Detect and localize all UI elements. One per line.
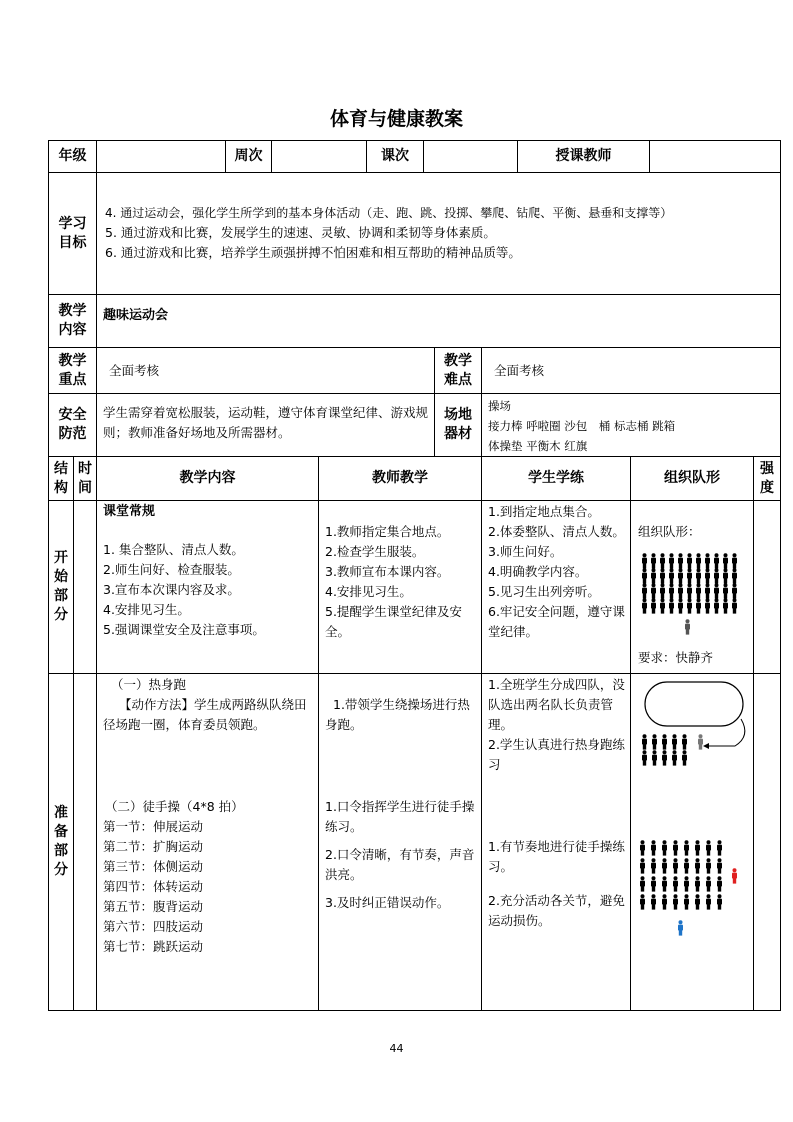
running-track: [645, 682, 743, 726]
student-figure: [732, 553, 737, 568]
objectives-label: 学习目标: [48, 172, 97, 295]
teacher-value: [649, 140, 781, 173]
formation-title: 组织队形：: [638, 524, 701, 539]
student-figure: [682, 750, 687, 765]
student-figure: [678, 568, 683, 583]
content-value: 趣味运动会: [96, 294, 781, 348]
exercise-item: 第一节：伸展运动: [103, 819, 204, 834]
student-figure: [669, 553, 674, 568]
student-figure: [669, 598, 674, 613]
student-figure: [673, 840, 678, 855]
start-formation: [630, 500, 754, 674]
student-figure: [673, 858, 678, 873]
grade-value: [96, 140, 226, 173]
start-content-item: 3.宣布本次课内容及求。: [103, 582, 240, 597]
student-figure: [723, 553, 728, 568]
student-figure: [687, 583, 692, 598]
prep-time: [73, 673, 97, 1011]
safety-label: 安全防范: [48, 393, 97, 457]
start-teacher-item: 3.教师宣布本课内容。: [325, 564, 450, 579]
student-figure: [642, 568, 647, 583]
student-figure: [642, 553, 647, 568]
student-figure: [673, 876, 678, 891]
start-teacher: [318, 500, 482, 674]
student-figure: [682, 734, 687, 749]
objective-item: 4. 通过运动会，强化学生所学到的基本身体活动（走、跑、跳、投掷、攀爬、钻爬、平衡、悬垂和支撑等）: [105, 206, 673, 220]
student-figure: [714, 568, 719, 583]
equipment-line: 接力棒 呼啦圈 沙包 桶 标志桶 跳箱: [488, 419, 676, 433]
running-direction-arrow: [709, 719, 745, 746]
exercise-item: 第三节：体侧运动: [103, 859, 204, 874]
student-figure: [678, 553, 683, 568]
teacher-figure: [732, 868, 737, 883]
start-student: [481, 500, 631, 674]
start-content-item: 1. 集合整队、清点人数。: [103, 542, 244, 557]
equipment-label: 场地器材: [434, 393, 482, 457]
student-figure: [662, 750, 667, 765]
safety-value: 学生需穿着宽松服装，运动鞋，遵守体育课堂纪律、游戏规则；教师准备好场地及所需器材。: [96, 393, 435, 457]
lesson-value: [423, 140, 518, 173]
student-figure: [723, 568, 728, 583]
student-figure: [640, 894, 645, 909]
col-time: 时间: [73, 456, 97, 501]
week-label: 周次: [225, 140, 272, 173]
start-teacher-item: 2.检查学生服装。: [325, 544, 425, 559]
student-figure: [732, 598, 737, 613]
equipment-value: [481, 393, 781, 457]
objectives-list: [96, 172, 781, 295]
student-figure: [717, 876, 722, 891]
start-intensity: [753, 500, 781, 674]
formation-requirement: 要求：快静齐: [638, 650, 714, 665]
start-student-item: 6.牢记安全问题，遵守课堂纪律。: [488, 604, 625, 639]
student-figure: [662, 734, 667, 749]
prep-student-warmup-item: 1.全班学生分成四队，没队选出两名队长负责管理。: [488, 677, 625, 732]
difficulty-label: 教学难点: [434, 347, 482, 394]
student-figure: [695, 858, 700, 873]
teacher-label: 授课教师: [517, 140, 650, 173]
student-figure: [640, 840, 645, 855]
prep-teacher-item: 3.及时纠正错误动作。: [325, 895, 450, 910]
student-figure: [678, 583, 683, 598]
student-figure: [672, 750, 677, 765]
arrow-head: [703, 743, 709, 749]
student-figure: [662, 876, 667, 891]
prep-intensity: [753, 673, 781, 1011]
student-figure: [652, 734, 657, 749]
student-figure: [706, 840, 711, 855]
prep-student-item: 1.有节奏地进行徒手操练习。: [488, 839, 625, 874]
col-intensity: 强度: [753, 456, 781, 501]
start-student-item: 1.到指定地点集合。: [488, 504, 600, 519]
warmup-title: （一）热身跑: [111, 677, 187, 692]
student-figure: [705, 568, 710, 583]
objective-item: 5. 通过游戏和比赛，发展学生的速速、灵敏、协调和柔韧等身体素质。: [105, 225, 496, 240]
student-figure: [696, 553, 701, 568]
student-figure: [678, 598, 683, 613]
student-figure: [723, 583, 728, 598]
student-figure: [695, 894, 700, 909]
student-figure: [696, 598, 701, 613]
prep-teacher-item: 2.口令清晰，有节奏，声音洪亮。: [325, 847, 475, 882]
student-figure: [660, 598, 665, 613]
col-formation: 组织队形: [630, 456, 754, 501]
lesson-label: 课次: [366, 140, 424, 173]
student-figure: [651, 840, 656, 855]
col-teacher: 教师教学: [318, 456, 482, 501]
student-figure: [660, 583, 665, 598]
student-figure: [642, 583, 647, 598]
student-figure: [684, 876, 689, 891]
student-figure: [662, 858, 667, 873]
exercise-formation-diagram: [631, 836, 753, 946]
student-figure: [652, 750, 657, 765]
page-number: 44: [389, 1042, 404, 1055]
student-figure: [651, 568, 656, 583]
exercise-title: （二）徒手操（4*8 拍）: [105, 799, 244, 814]
student-figure: [669, 568, 674, 583]
key-point-label: 教学重点: [48, 347, 97, 394]
student-figure: [696, 583, 701, 598]
start-content-title: 课堂常规: [103, 504, 156, 519]
prep-content: [96, 673, 319, 1011]
exercise-item: 第七节：跳跃运动: [103, 939, 204, 954]
student-figure: [714, 598, 719, 613]
student-figure: [662, 894, 667, 909]
monitor-figure: [678, 920, 683, 935]
leader-figure: [698, 734, 703, 749]
objective-item: 6. 通过游戏和比赛，培养学生顽强拼搏不怕困难和相互帮助的精神品质等。: [105, 245, 521, 260]
student-figure: [651, 583, 656, 598]
content-label: 教学内容: [48, 294, 97, 348]
exercise-item: 第五节：腹背运动: [103, 899, 204, 914]
start-content-item: 2.师生问好、检查服装。: [103, 562, 240, 577]
prep-student-warmup-item: 2.学生认真进行热身跑练习: [488, 737, 625, 772]
student-figure: [705, 553, 710, 568]
student-figure: [662, 840, 667, 855]
week-value: [271, 140, 367, 173]
start-content-item: 5.强调课堂安全及注意事项。: [103, 622, 265, 637]
exercise-item: 第二节：扩胸运动: [103, 839, 204, 854]
teacher-warmup: 1.带领学生绕操场进行热身跑。: [325, 697, 470, 732]
student-figure: [687, 568, 692, 583]
student-figure: [732, 583, 737, 598]
student-figure: [672, 734, 677, 749]
student-figure: [695, 876, 700, 891]
student-figure: [669, 583, 674, 598]
key-point-value: 全面考核: [96, 347, 435, 394]
start-teacher-item: 4.安排见习生。: [325, 584, 412, 599]
student-figure: [651, 598, 656, 613]
exercise-item: 第六节：四肢运动: [103, 919, 204, 934]
student-figure: [706, 858, 711, 873]
student-figure: [696, 568, 701, 583]
student-figure: [640, 858, 645, 873]
prep-section-label: 准备部分: [48, 673, 74, 1011]
col-content: 教学内容: [96, 456, 319, 501]
student-figure: [651, 894, 656, 909]
student-figure: [640, 876, 645, 891]
teacher-figure: [685, 619, 690, 634]
equipment-line: 体操垫 平衡木 红旗: [488, 439, 588, 453]
col-structure: 结构: [48, 456, 74, 501]
student-figure: [651, 876, 656, 891]
prep-formation: [630, 673, 754, 1011]
student-figure: [706, 876, 711, 891]
start-student-item: 5.见习生出列旁听。: [488, 584, 600, 599]
student-figure: [714, 553, 719, 568]
warmup-method: 【动作方法】学生成两路纵队绕田径场跑一圈，体育委员领跑。: [103, 697, 307, 732]
student-figure: [717, 840, 722, 855]
start-teacher-item: 1.教师指定集合地点。: [325, 524, 450, 539]
student-figure: [705, 583, 710, 598]
start-student-item: 4.明确教学内容。: [488, 564, 588, 579]
start-formation-diagram: [631, 549, 753, 641]
start-section-label: 开始部分: [48, 500, 74, 674]
col-student: 学生学练: [481, 456, 631, 501]
start-student-item: 2.体委整队、清点人数。: [488, 524, 625, 539]
equipment-line: 操场: [488, 399, 511, 413]
start-content: [96, 500, 319, 674]
student-figure: [660, 568, 665, 583]
student-figure: [705, 598, 710, 613]
student-figure: [684, 840, 689, 855]
grade-label: 年级: [48, 140, 97, 173]
start-student-item: 3.师生问好。: [488, 544, 563, 559]
student-figure: [642, 750, 647, 765]
prep-teacher-item: 1.口令指挥学生进行徒手操练习。: [325, 799, 475, 834]
student-figure: [684, 858, 689, 873]
student-figure: [732, 568, 737, 583]
student-figure: [660, 553, 665, 568]
prep-student: [481, 673, 631, 1011]
warmup-run-diagram: [631, 674, 753, 774]
student-figure: [684, 894, 689, 909]
student-figure: [714, 583, 719, 598]
student-figure: [642, 734, 647, 749]
student-figure: [642, 598, 647, 613]
exercise-item: 第四节：体转运动: [103, 879, 204, 894]
student-figure: [673, 894, 678, 909]
start-content-item: 4.安排见习生。: [103, 602, 190, 617]
student-figure: [695, 840, 700, 855]
student-figure: [687, 598, 692, 613]
student-figure: [706, 894, 711, 909]
student-figure: [651, 553, 656, 568]
student-figure: [717, 894, 722, 909]
student-figure: [687, 553, 692, 568]
student-figure: [717, 858, 722, 873]
prep-student-item: 2.充分活动各关节，避免运动损伤。: [488, 893, 625, 928]
prep-teacher: [318, 673, 482, 1011]
difficulty-value: 全面考核: [481, 347, 781, 394]
start-time: [73, 500, 97, 674]
student-figure: [723, 598, 728, 613]
student-figure: [651, 858, 656, 873]
start-teacher-item: 5.提醒学生课堂纪律及安全。: [325, 604, 462, 639]
page-title: 体育与健康教案: [329, 108, 463, 130]
